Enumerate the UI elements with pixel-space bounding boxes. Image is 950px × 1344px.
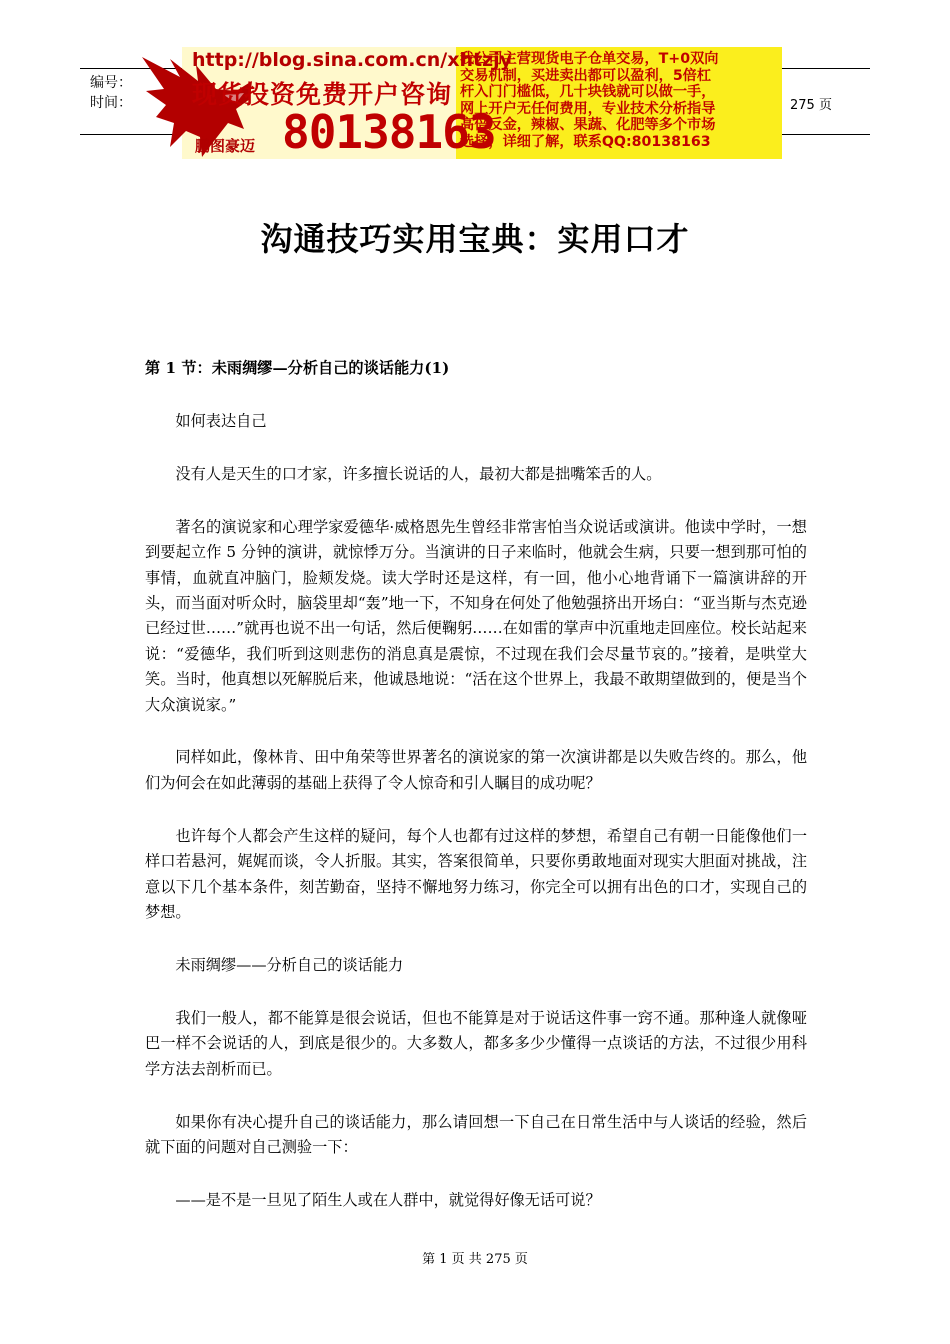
paragraph: 如果你有决心提升自己的谈话能力，那么请回想一下自己在日常生活中与人谈话的经验，然后就下面的问题对自己测验一下： [145, 1112, 807, 1156]
paragraph: 同样如此，像林肯、田中角荣等世界著名的演说家的第一次演讲都是以失败告终的。那么，他们为何会在如此薄弱的基础上获得了令人惊奇和引人瞩目的成功呢？ [145, 748, 807, 792]
ad-url[interactable]: http://blog.sina.com.cn/xhtzjy [192, 49, 513, 71]
paragraph: 没有人是天生的口才家，许多擅长说话的人，最初大都是拙嘴笨舌的人。 [175, 464, 662, 483]
page-footer: 第 1 页 共 275 页 [422, 1252, 528, 1267]
ad-banner[interactable] [140, 47, 782, 159]
ad-description-line: 选择，详细了解，联系QQ:80138163 [460, 133, 711, 150]
paragraph: ——是不是一旦见了陌生人或在人群中，就觉得好像无话可说？ [175, 1190, 601, 1209]
ad-description-line: 网上开户无任何费用，专业技术分析指导 [460, 100, 716, 117]
paragraph: 也许每个人都会产生这样的疑问，每个人也都有过这样的梦想，希望自己有朝一日能像他们一样口若悬河，娓娓而谈，令人折服。其实，答案很简单，只要你勇敢地面对现实大胆面对挑战，注意以下几个基本条件，刻苦勤奋，坚持不懈地努力练习，你完全可以拥有出色的口才，实现自己的梦想。 [145, 826, 807, 921]
subheading: 如何表达自己 [175, 411, 267, 430]
header-number-label: 编号： [90, 75, 132, 91]
ad-description-line: 高倍反金，辣椒、果蔬、化肥等多个市场 [460, 117, 716, 134]
document-body [145, 356, 807, 1241]
ad-description-line: 交易机制，买进卖出都可以盈利，5倍杠 [460, 67, 712, 84]
paragraph: 著名的演说家和心理学家爱德华·威格恩先生曾经非常害怕当众说话或演讲。他读中学时，一想到要起立作 5 分钟的演讲，就惊悸万分。当演讲的日子来临时，他就会生病，只要一想到那可怕的事情，血就直冲脑门，脸颊发烧。读大学时还是这样，有一回，他小心地背诵下一篇演讲辞的开头，而当面对听众时，脑袋里却“轰”地一下，不知身在何处了他勉强挤出开场白：“亚当斯与杰克逊已经过世……”就再也说不出一句话，然后便鞠躬……在如雷的掌声中沉重地走回座位。校长站起来说：“爱德华，我们听到这则悲伤的消息真是震惊，不过现在我们会尽量节哀的。”接着，是哄堂大笑。当时，他真想以死解脱后来，他诚恳地说：“活在这个世界上，我最不敢期望做到的，便是当个大众演说家。” [145, 517, 807, 714]
ad-description-line: 我公司主营现货电子仓单交易，T+0双向 [460, 51, 719, 67]
ad-phone-number: 80138163 [282, 105, 496, 159]
document-title: 沟通技巧实用宝典：实用口才 [260, 220, 690, 258]
header-time-label: 时间： [90, 95, 132, 111]
subheading: 未雨绸缪——分析自己的谈话能力 [175, 955, 404, 974]
ad-brand-name: 鹏图豪迈 [195, 137, 256, 155]
ad-description-line: 杆入门门槛低，几十块钱就可以做一手， [460, 84, 716, 101]
paragraph: 我们一般人，都不能算是很会说话，但也不能算是对于说话这件事一窍不通。那种逢人就像哑巴一样不会说话的人，到底是很少的。大多数人，都多多少少懂得一点谈话的方法，不过很少用科学方法去剖析而已。 [145, 1008, 807, 1078]
ad-description [460, 51, 780, 151]
section-heading: 第 1 节：未雨绸缪—分析自己的谈话能力(1) [145, 359, 450, 377]
header-pages: 275 页 [790, 98, 832, 113]
ad-headline: 现货投资免费开户咨询 [192, 80, 453, 109]
